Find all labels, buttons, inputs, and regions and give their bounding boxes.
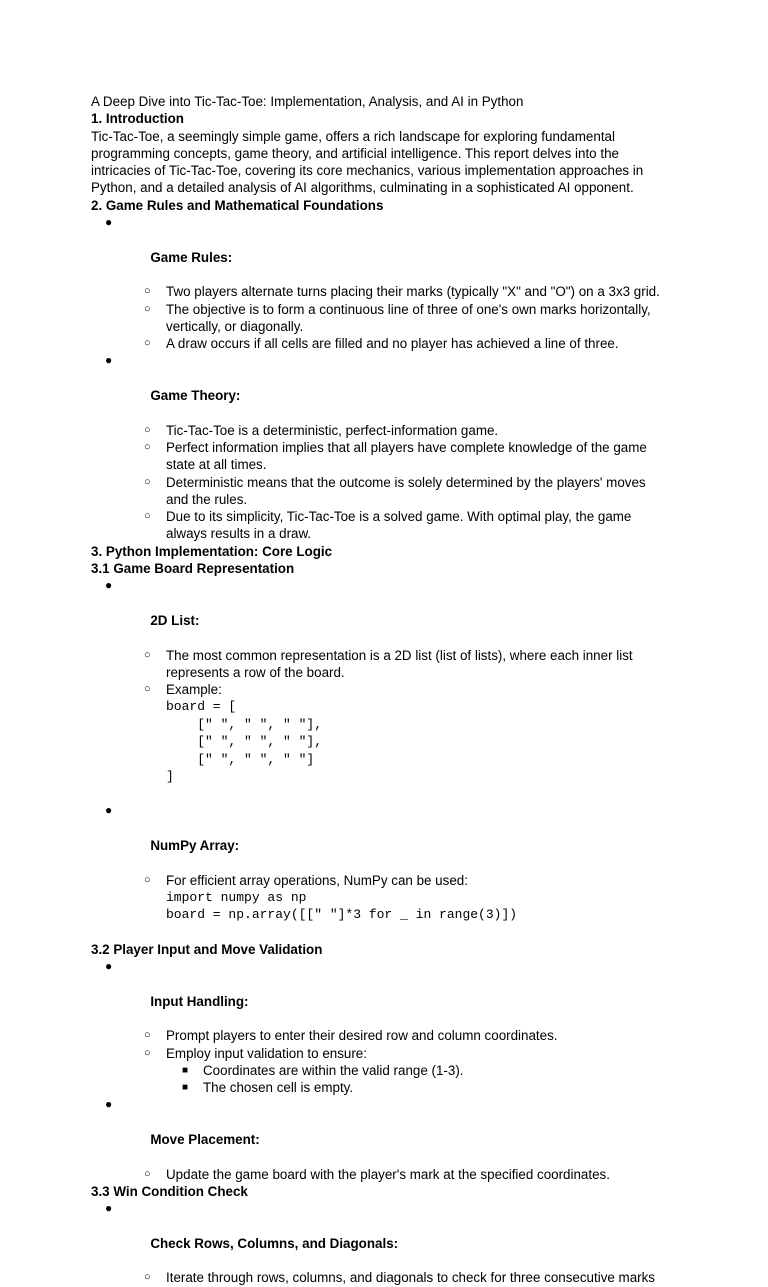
square-bullet-icon: ■ [182,1064,189,1076]
subsection-heading-player-input: 3.2 Player Input and Move Validation [91,941,323,957]
square-bullet-icon: ■ [182,1082,189,1094]
list-item-text: Perfect information implies that all players have complete knowledge of the game [166,439,647,455]
circle-bullet-icon: ○ [144,337,151,350]
circle-bullet-icon: ○ [144,1046,151,1059]
list-item [91,335,691,352]
code-block-board-list [91,698,691,785]
disc-bullet-icon: ● [105,215,113,230]
list-item-text: represents a row of the board. [166,664,345,680]
subsection-heading-board: 3.1 Game Board Representation [91,561,295,577]
list-item-text: A draw occurs if all cells are filled and no player has achieved a line of three. [166,336,619,352]
list-item-text: Prompt players to enter their desired row and column coordinates. [166,1028,558,1044]
list-item [91,422,691,439]
paragraph-line: intricacies of Tic-Tac-Toe, covering its core mechanics, various implementation approaches in [91,163,644,179]
circle-bullet-icon: ○ [144,302,151,315]
circle-bullet-icon: ○ [144,440,151,453]
bullet-move-placement [91,1096,691,1165]
circle-bullet-icon: ○ [144,1271,151,1284]
bullet-label: 2D List: [150,612,200,628]
section-heading-game-rules: 2. Game Rules and Mathematical Foundations [91,197,384,213]
bullet-label: Check Rows, Columns, and Diagonals: [150,1235,399,1251]
bullet-input-handling [91,958,691,1027]
disc-bullet-icon: ● [105,1201,113,1216]
list-item [91,1062,691,1079]
list-item [91,508,691,543]
document-body [91,93,691,1287]
list-item-text: Deterministic means that the outcome is solely determined by the players' moves [166,474,646,490]
spacer [91,785,691,802]
list-item-text: For efficient array operations, NumPy can be used: [166,872,468,888]
list-item-text: Due to its simplicity, Tic-Tac-Toe is a solved game. With optimal play, the game [166,509,632,525]
list-item [91,1166,691,1183]
list-item [91,647,691,682]
code-line: [" ", " ", " "] [166,751,315,767]
circle-bullet-icon: ○ [144,510,151,523]
paragraph-line: programming concepts, game theory, and artificial intelligence. This report delves into the [91,145,619,161]
list-item-text: and the rules. [166,491,248,507]
list-item [91,1027,691,1044]
disc-bullet-icon: ● [105,1097,113,1112]
list-item-text: Iterate through rows, columns, and diagonals to check for three consecutive marks [166,1270,656,1286]
bullet-check-rows [91,1200,691,1269]
list-item [91,872,691,889]
circle-bullet-icon: ○ [144,683,151,696]
list-item [91,1045,691,1062]
code-line: [" ", " ", " "], [166,716,323,732]
section-heading-python-implementation: 3. Python Implementation: Core Logic [91,543,333,559]
bullet-numpy-array [91,802,691,871]
list-item [91,681,691,698]
list-item [91,283,691,300]
document-title: A Deep Dive into Tic-Tac-Toe: Implementation, Analysis, and AI in Python [91,94,524,109]
list-item [91,474,691,509]
bullet-game-theory [91,352,691,421]
list-item-text: Tic-Tac-Toe is a deterministic, perfect-information game. [166,422,499,438]
bullet-label: Game Theory: [150,388,241,404]
intro-paragraph [91,128,691,197]
code-line: ] [166,769,174,785]
disc-bullet-icon: ● [105,353,113,368]
code-block-numpy [91,889,691,924]
code-line: import numpy as np [166,889,307,905]
bullet-label: Input Handling: [150,993,249,1009]
list-item-text: state at all times. [166,457,267,473]
bullet-2d-list [91,577,691,646]
subsection-heading-win-condition: 3.3 Win Condition Check [91,1183,248,1199]
list-item-text: The chosen cell is empty. [203,1080,354,1096]
list-item-text: Employ input validation to ensure: [166,1045,367,1061]
section-heading-introduction: 1. Introduction [91,111,184,127]
paragraph-line: Python, and a detailed analysis of AI algorithms, culminating in a sophisticated AI opponent. [91,180,634,196]
list-item-text: Two players alternate turns placing their marks (typically "X" and "O") on a 3x3 grid. [166,284,660,300]
circle-bullet-icon: ○ [144,648,151,661]
list-item [91,439,691,474]
list-item-text: vertically, or diagonally. [166,318,304,334]
circle-bullet-icon: ○ [144,423,151,436]
bullet-label: NumPy Array: [150,838,240,854]
circle-bullet-icon: ○ [144,1167,151,1180]
circle-bullet-icon: ○ [144,1029,151,1042]
bullet-label: Move Placement: [150,1131,260,1147]
list-item [91,1269,691,1286]
list-item-text: always results in a draw. [166,526,312,542]
code-line: board = np.array([[" "]*3 for _ in range(3)]) [166,907,518,923]
list-item-text: Example: [166,682,222,698]
list-item [91,301,691,336]
disc-bullet-icon: ● [105,578,113,593]
code-line: board = [ [166,699,237,715]
list-item-text: The most common representation is a 2D list (list of lists), where each inner list [166,647,633,663]
paragraph-line: Tic-Tac-Toe, a seemingly simple game, offers a rich landscape for exploring fundamental [91,128,615,144]
circle-bullet-icon: ○ [144,285,151,298]
list-item [91,1079,691,1096]
list-item-text: Coordinates are within the valid range (1-3). [203,1062,464,1078]
circle-bullet-icon: ○ [144,475,151,488]
disc-bullet-icon: ● [105,803,113,818]
disc-bullet-icon: ● [105,959,113,974]
spacer [91,924,691,941]
code-line: [" ", " ", " "], [166,734,323,750]
list-item-text: The objective is to form a continuous line of three of one's own marks horizontally, [166,301,651,317]
bullet-label: Game Rules: [150,249,233,265]
circle-bullet-icon: ○ [144,873,151,886]
list-item-text: Update the game board with the player's mark at the specified coordinates. [166,1166,610,1182]
bullet-game-rules [91,214,691,283]
